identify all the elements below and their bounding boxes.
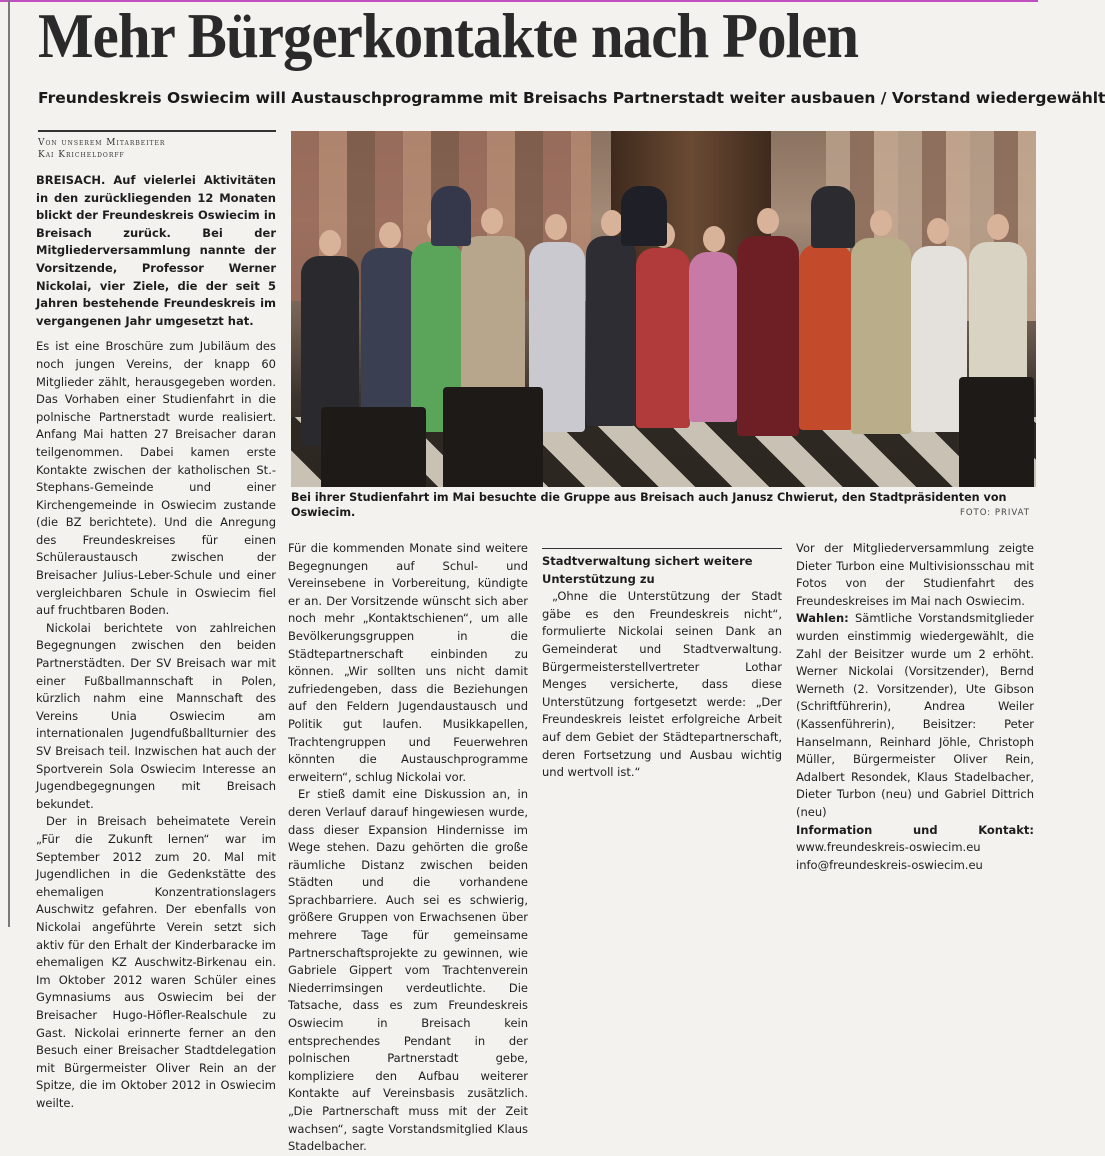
paragraph-multivisionsschau: Vor der Mitgliederversammlung zeigte Dieter Turbon eine Multivisionsschau mit Fotos von der Studienfahrt des Freundeskreises im Mai nach Oswiecim. [796, 541, 1034, 608]
byline-role: Von unserem Mitarbeiter [38, 138, 166, 148]
paragraph-unterstuetzung: „Ohne die Unterstützung der Stadt gäbe es den Freundeskreis nicht“, formulierte Nickolai seinen Dank an Gemeinderat und Stadtverwaltung. Bürgermeisterstellvertreter Lothar Menges versicherte, dass diese Unterstützung fortgesetzt werde: „Der Freundeskreis leistet erfolgreiche Arbeit auf dem Gebiet der Städtepartnerschaft, deren Fortsetzung und Ausbau wichtig und wertvoll ist.“ [542, 589, 782, 780]
byline-author: Kai Kricheldorff [38, 150, 125, 160]
wahlen-label: Wahlen: [796, 611, 849, 626]
article-byline [38, 130, 276, 161]
left-column-rule [8, 0, 10, 927]
article-subheadline: Freundeskreis Oswiecim will Austauschprogramme mit Breisachs Partnerstadt weiter ausbauen / Vorstand wiedergewählt [38, 89, 1105, 107]
article-headline: Mehr Bürgerkontakte nach Polen [38, 0, 859, 71]
info-text: www.freundeskreis-oswiecim.eu info@freundeskreis-oswiecim.eu [796, 840, 983, 872]
article-column-1 [36, 172, 276, 1110]
paragraph-diskussion: Er stieß damit eine Diskussion an, in deren Verlauf darauf hingewiesen wurde, dass dieser Expansion Hindernisse im Wege stehen. Dazu gehörten die große räumliche Distanz zwischen beiden Städten und die vorhandene Sprachbarriere. Auch sei es schwierig, größere Gruppen von Erwachsenen über mehrere Tage für gemeinsame Partnerschaftsprojekte zu gewinnen, wie Gabriele Gippert vom Trachtenverein Niederrimsingen verdeutlichte. Die Tatsache, dass es zum Freundeskreis Oswiecim in Breisach kein entsprechendes Pendant in der polnischen Partnerstadt gebe, kompliziere den Aufbau weiterer Kontakte auf Vereinsbasis zusätzlich. „Die Partnerschaft muss mit der Zeit wachsen“, sagte Vorstandsmitglied Klaus Stadelbacher. [288, 787, 528, 1154]
info-label: Information und Kontakt: [796, 822, 1034, 837]
paragraph-begegnungen: Nickolai berichtete von zahlreichen Begegnungen zwischen den beiden Partnerstädten. Der SV Breisach war mit einer Fußballmannschaft in Polen, kürzlich nahm eine Mannschaft des Vereins Unia Oswiecim am internationalen Jugendfußballturnier des SV Breisach teil. Inzwischen hat auch der Sportverein Sola Oswiecim Interesse an Jugendbegegnungen mit Breisach bekundet. [36, 620, 276, 811]
photo-credit: FOTO: PRIVAT [959, 508, 1030, 518]
paragraph-broschuere: Es ist eine Broschüre zum Jubiläum des noch jungen Vereins, der knapp 60 Mitglieder zählt, herausgegeben worden. Das Vorhaben einer Studienfahrt in die polnische Partnerstadt wurde realisiert. Anfang Mai hatten 27 Breisacher daran teilgenommen. Dabei kamen erste Kontakte zwischen der katholischen St.-Stephans-Gemeinde und einer Kirchengemeinde in Oswiecim zustande (die BZ berichtete). Und die Anregung des Freundeskreises für einen Schüleraustausch zwischen der Breisacher Julius-Leber-Schule und einer vergleichbaren Schule in Oswiecim fiel auf fruchtbaren Boden. [36, 339, 276, 618]
article-column-2 [288, 540, 528, 1154]
paragraph-wahlen [796, 610, 1034, 821]
article-column-4 [796, 540, 1034, 925]
photo-caption: Bei ihrer Studienfahrt im Mai besuchte die Gruppe aus Breisach auch Janusz Chwierut, den Stadtpräsidenten von Oswiecim. [291, 491, 1007, 519]
paragraph-kommende-monate: Für die kommenden Monate sind weitere Begegnungen auf Schul- und Vereinsebene in Vorbereitung, kündigte er an. Der Vorsitzende wünscht sich aber noch mehr „Kontaktschienen“, um alle Bevölkerungsgruppen in die Städtepartnerschaft einbinden zu können. „Wir sollten uns nicht damit zufriedengeben, dass die Beziehungen auf den Feldern Jugendaustausch und Politik gut laufen. Musikkapellen, Trachtengruppen und Feuerwehren könnten die Austauschprogramme erweitern“, schlug Nickolai vor. [288, 541, 528, 784]
article-lead: BREISACH. Auf vielerlei Aktivitäten in den zurückliegenden 12 Monaten blickt der Freundeskreis Oswiecim in Breisach zurück. Bei der Mitgliederversammlung nannte der Vorsitzende, Professor Werner Nickolai, vier Ziele, die der seit 5 Jahren bestehende Freundeskreis im vergangenen Jahr umgesetzt hat. [36, 173, 276, 328]
photo-chair-center [443, 387, 543, 487]
paragraph-zukunft-lernen: Der in Breisach beheimatete Verein „Für die Zukunft lernen“ war im September 2012 zum 20. Mal mit Jugendlichen in die Gedenkstätte des ehemaligen Konzentrationslagers Auschwitz gefahren. Der ebenfalls von Nickolai angeführte Verein setzt sich aktiv für den Erhalt der Kinderbaracke im ehemaligen KZ Auschwitz-Birkenau ein. Im Oktober 2012 waren Schüler eines Gymnasiums aus Oswiecim bei der Breisacher Hugo-Höfler-Realschule zu Gast. Nickolai erinnerte ferner an den Besuch einer Breisacher Stadtdelegation mit Bürgermeister Oliver Rein an der Spitze, die im Oktober 2012 in Oswiecim weilte. [36, 814, 276, 1110]
paragraph-info-kontakt [796, 822, 1034, 875]
wahlen-text: Sämtliche Vorstandsmitglieder wurden einstimmig wiedergewählt, die Zahl der Beisitzer wurde um 2 erhöht. Werner Nickolai (Vorsitzender), Bernd Werneth (2. Vorsitzender), Ute Gibson (Schriftführerin), Andrea Weiler (Kassenführerin), Beisitzer: Peter Hanselmann, Reinhard Jöhle, Christoph Müller, Bürgermeister Oliver Rein, Adalbert Resondek, Klaus Stadelbacher, Dieter Turbon (neu) und Gabriel Dittrich (neu) [796, 611, 1034, 819]
group-photo [291, 131, 1036, 487]
section-heading-stadtverwaltung: Stadtverwaltung sichert weitere Unterstützung zu [542, 548, 782, 588]
photo-chair-left [321, 407, 426, 487]
article-column-3 [542, 540, 782, 925]
photo-chair-right [959, 377, 1034, 487]
